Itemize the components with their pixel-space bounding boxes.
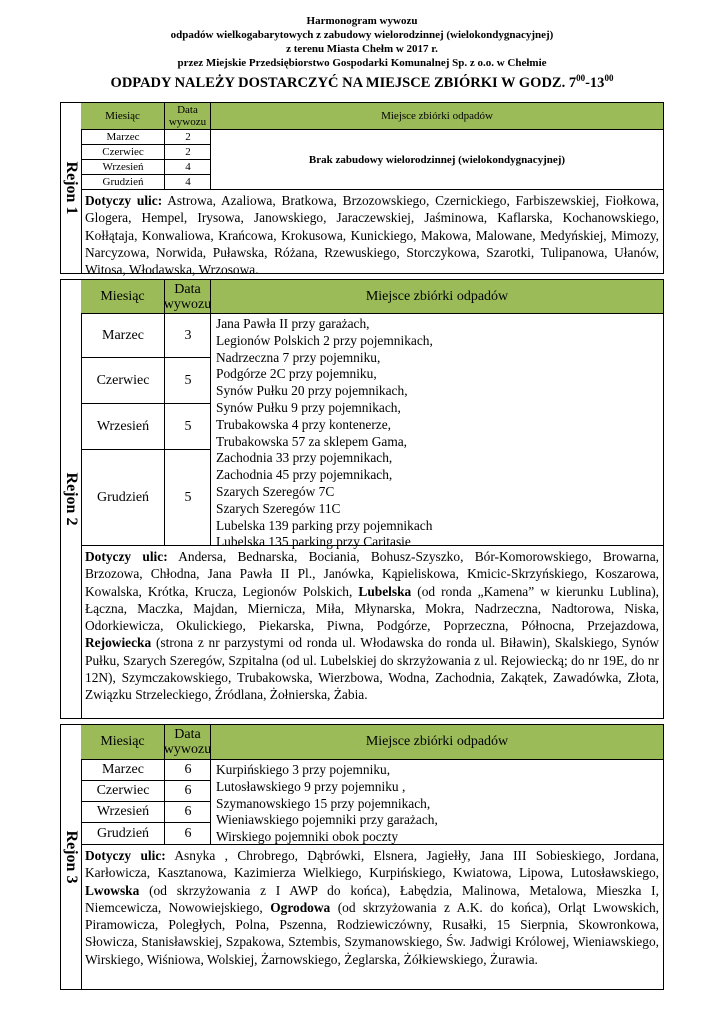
col-month-header: Miesiąc [81, 725, 165, 759]
date-cell: 5 [165, 358, 211, 404]
place-item: Trubakowska 57 za sklepem Gama, [216, 433, 408, 449]
month-cell: Czerwiec [81, 145, 165, 160]
rejon-1-title: Rejon 1 [63, 161, 80, 215]
rejon-3-streets [81, 844, 663, 989]
date-cell: 2 [165, 145, 211, 160]
streets-label: Dotyczy ulic: [85, 549, 168, 564]
date-cell: 6 [184, 825, 192, 841]
rejon-3-section [60, 724, 664, 990]
rejon-2-schedule-table [81, 280, 663, 550]
streets-list: (od skrzyżowania z I AWP do końca), Łabędzia, Malinowa, Metalowa, Mieszka I, Niemcewicza, Nowowiejskiego, [85, 882, 659, 915]
rejon-2-streets [81, 545, 663, 718]
date-cell: 6 [165, 802, 211, 823]
date-cell: 2 [165, 130, 211, 145]
notice-sup-start: 00 [576, 73, 586, 83]
col-month-header: Miesiąc [81, 280, 165, 313]
month-cell: Marzec [81, 760, 165, 781]
rejon-3-schedule-table [81, 725, 663, 844]
place-item: Kurpińskiego 3 przy pojemniku, [216, 762, 391, 777]
col-date-line2: wywozu [163, 296, 212, 312]
month-cell: Grudzień [102, 176, 144, 188]
rejon-1-schedule-table [81, 103, 663, 189]
place-item: Podgórze 2C przy pojemniku, [216, 366, 377, 382]
place-item: Zachodnia 45 przy pojemnikach, [216, 467, 393, 483]
month-cell: Wrzesień [81, 404, 165, 450]
col-date-line1: Data [174, 727, 201, 742]
notice-end-hour: -13 [585, 74, 605, 91]
col-month-header: Miesiąc [81, 103, 165, 129]
document-header [0, 14, 724, 91]
month-cell: Wrzesień [81, 160, 165, 175]
place-item: Lutosławskiego 9 przy pojemniku , [216, 778, 406, 794]
col-date-line2: wywozu [163, 742, 212, 757]
rejon-3-title: Rejon 3 [63, 830, 80, 884]
month-cell: Wrzesień [81, 802, 165, 823]
place-item: Jana Pawła II przy garażach, [216, 316, 370, 331]
place-item: Synów Pułku 9 przy pojemnikach, [216, 399, 401, 415]
month-cell: Czerwiec [81, 781, 165, 802]
place-item: Lubelska 139 parking przy pojemnikach [216, 517, 433, 533]
notice-text: ODPADY NALEŻY DOSTARCZYĆ NA MIEJSCE ZBIÓRKI W GODZ. 7 [110, 74, 577, 91]
date-cell: 4 [165, 160, 211, 175]
header-line-1: Harmonogram wywozu [306, 15, 418, 27]
date-cell: 5 [165, 404, 211, 450]
streets-bold: Lubelska [358, 583, 412, 599]
streets-list: (od ronda „Kamena” w kierunku Lublina), Łączna, Maczka, Majdan, Miernicza, Miła, Młynarska, Mokra, Nadrzeczna, Nadtorowa, Niska, Odorkiewicza, Okulickiego, Piekarska, Piwna, Podgórze, Poprzeczna, Północna, Przejazdowa, [85, 583, 660, 634]
rejon-2-title: Rejon 2 [63, 472, 80, 526]
place-item: Lubelska 135 parking przy Caritasie [216, 534, 411, 550]
rejon-1-table-header [81, 103, 663, 130]
place-item: Legionów Polskich 2 przy pojemnikach, [216, 332, 433, 348]
month-cell: Marzec [81, 314, 165, 358]
rejon-2-table-header [81, 280, 663, 314]
streets-bold: Lwowska [85, 882, 140, 898]
header-line-3: z terenu Miasta Chełm w 2017 r. [286, 43, 438, 55]
date-cell: 4 [185, 176, 191, 188]
month-cell: Grudzień [96, 825, 150, 841]
date-cell: 5 [184, 489, 192, 505]
rejon-1-side-label [61, 103, 82, 273]
rejon-2-side-label [61, 280, 82, 718]
month-cell: Grudzień [96, 489, 150, 505]
header-line-2: odpadów wielkogabarytowych z zabudowy wielorodzinnej (wielokondygnacyjnej) [170, 29, 554, 41]
place-item: Synów Pułku 20 przy pojemnikach, [216, 383, 408, 399]
streets-label: Dotyczy ulic: [85, 193, 163, 208]
col-place-header: Miejsce zbiórki odpadów [381, 110, 493, 122]
rejon-1-section [60, 102, 664, 278]
streets-list: Astrowa, Azaliowa, Bratkowa, Brzozowskiego, Czernickiego, Farbiszewskiej, Fiołkowa, Glogera, Hempel, Irysowa, Janowskiego, Jaraczewskiej, Jaśminowa, Kaflarska, Kochanowskiego, Kołłątaja, Konwaliowa, Krańcowa, Krokusowa, Kunickiego, Makowa, Malowane, Medyńskiej, Mimozy, Narcyzowa, Norwida, Puławska, Różana, Rzewuskiego, Storczykowa, Szarotki, Tulipanowa, Ułanów, Witosa, Włodawska, Wrzosowa. [85, 193, 659, 278]
col-date-line1: Data [177, 104, 198, 116]
streets-list: Andersa, Bednarska, Bociania, Bohusz-Szyszko, Bór-Komorowskiego, Browarna, Brzozowa, Chłodna, Jana Pawła II Pl., Janówka, Kąpieliskowa, Kmicic-Skrzyńskiego, Koszarowa, Kowalska, Krótka, Krucza, Legionów Polskich, [85, 549, 660, 599]
month-cell: Czerwiec [81, 358, 165, 404]
place-item: Szarych Szeregów 7C [216, 483, 335, 499]
streets-list: Asnyka , Chrobrego, Dąbrówki, Elsnera, Jagiełły, Jana III Sobieskiego, Jordana, Karłowicza, Kasztanowa, Kazimierza Wielkiego, Kurpińskiego, Kwiatowa, Lipowa, Lutosławskiego, [85, 848, 659, 881]
streets-label: Dotyczy ulic: [85, 848, 166, 863]
col-place-header: Miejsce zbiórki odpadów [365, 734, 509, 749]
col-date-header [165, 103, 211, 129]
header-main-notice [0, 70, 724, 91]
header-line-4: przez Miejskie Przedsiębiorstwo Gospodarki Komunalnej Sp. z o.o. w Chełmie [177, 57, 547, 69]
streets-list: (od skrzyżowania z A.K. do końca), Orląt Lwowskich, Piramowicza, Poległych, Polna, Pszenna, Rodziewiczówny, Rusałki, 15 Sierpnia, Skowronkowa, Słowicza, Stanisławskiej, Szpakowa, Sztembis, Szymanowskiego, Św. Jadwigi Królowej, Wieniawskiego, Wirskiego, Wiśniowa, Wolskiej, Żarnowskiego, Żeglarska, Żółkiewskiego, Żurawia. [85, 899, 659, 967]
notice-sup-end: 00 [604, 73, 614, 83]
month-cell: Marzec [81, 130, 165, 145]
col-date-line1: Data [174, 281, 201, 297]
rejon-2-section [60, 279, 664, 719]
place-item: Wieniawskiego pojemniki przy garażach, [216, 812, 438, 828]
date-cell: 6 [165, 760, 211, 781]
place-item: Szarych Szeregów 11C [216, 500, 341, 516]
rejon-3-table-header [81, 725, 663, 760]
place-item: Wirskiego pojemniki obok poczty [216, 829, 399, 845]
rejon-3-places [216, 762, 438, 846]
col-date-header [165, 725, 211, 759]
date-cell: 6 [165, 781, 211, 802]
streets-bold: Rejowiecka [85, 635, 152, 651]
rejon-2-places [216, 316, 433, 551]
rejon-1-streets [81, 189, 663, 278]
place-item: Szymanowskiego 15 przy pojemnikach, [216, 795, 431, 811]
col-place-header: Miejsce zbiórki odpadów [365, 288, 509, 304]
date-cell: 3 [165, 314, 211, 358]
rejon-3-side-label [61, 725, 82, 989]
place-item: Trubakowska 4 przy kontenerze, [216, 416, 392, 432]
place-item: Nadrzeczna 7 przy pojemniku, [216, 349, 381, 365]
streets-bold: Ogrodowa [270, 899, 331, 915]
place-note: Brak zabudowy wielorodzinnej (wielokondygnacyjnej) [308, 153, 566, 166]
streets-list: (strona z nr parzystymi od ronda ul. Włodawska do ronda ul. Biławin), Skalskiego, Synów Pułku, Szarych Szeregów, Szpitalna (od ul. Lubelskiej do skrzyżowania z ul. Rejowiecką; do nr 19E, do nr 12N), Szymczakowskiego, Trubakowska, Wierzbowa, Wodna, Zachodnia, Zakątek, Zawadówka, Złota, Związku Strzeleckiego, Źródlana, Żołnierska, Żabia. [85, 635, 659, 703]
place-item: Zachodnia 33 przy pojemnikach, [216, 450, 393, 466]
col-date-line2: wywozu [168, 116, 207, 128]
col-date-header [165, 280, 211, 313]
